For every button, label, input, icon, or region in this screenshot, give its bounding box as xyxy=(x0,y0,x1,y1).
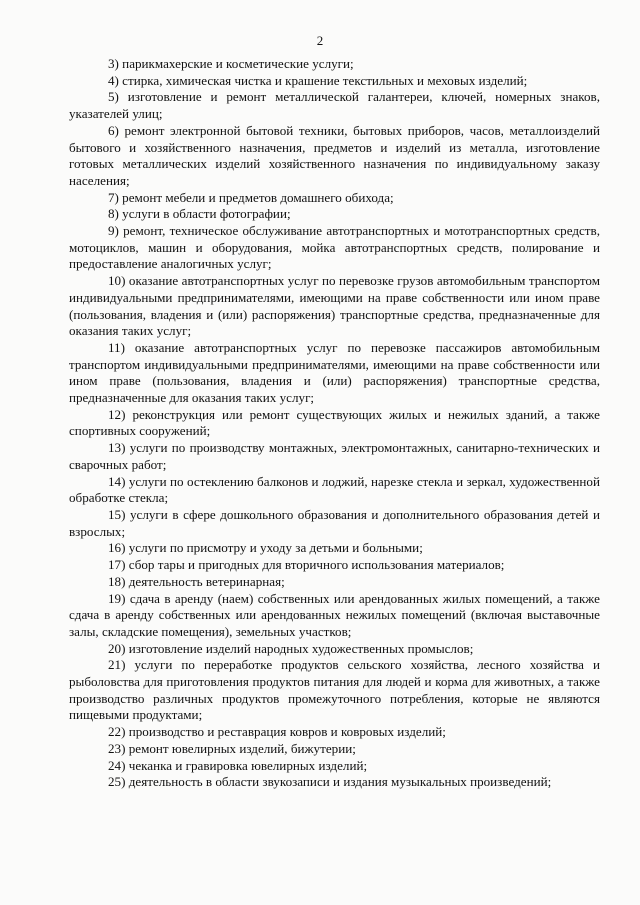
list-item: 4) стирка, химическая чистка и крашение текстильных и меховых изделий; xyxy=(108,72,528,88)
list-item: 20) изготовление изделий народных художественных промыслов; xyxy=(108,640,474,656)
list-item: 23) ремонт ювелирных изделий, бижутерии; xyxy=(108,740,356,756)
list-item: 12) реконструкция или ремонт существующих жилых и нежилых зданий, а также спортивных сооружений; xyxy=(69,406,600,439)
list-item: 14) услуги по остеклению балконов и лоджий, нарезке стекла и зеркал, художественной обработке стекла; xyxy=(69,473,600,506)
list-item: 7) ремонт мебели и предметов домашнего обихода; xyxy=(108,189,394,205)
page-number: 2 xyxy=(316,33,324,48)
list-item: 22) производство и реставрация ковров и ковровых изделий; xyxy=(108,724,446,740)
list-item: 19) сдача в аренду (наем) собственных или арендованных жилых помещений, а также сдача в аренду собственных или арендованных нежилых помещений (включая выставочные залы, складские помещения), земельных участков; xyxy=(69,590,600,639)
list-item: 17) сбор тары и пригодных для вторичного использования материалов; xyxy=(108,557,505,573)
list-item: 9) ремонт, техническое обслуживание автотранспортных и мототранспортных средств, мотоциклов, машин и оборудования, мойка автотранспортных средств, полирование и предоставление аналогичных услуг; xyxy=(69,223,600,272)
list-item: 10) оказание автотранспортных услуг по перевозке грузов автомобильным транспортом индивидуальными предпринимателями, имеющими на праве собственности или ином праве (пользования, владения и (или) распоряжения) транспортные средства, предназначенные для оказания таких услуг; xyxy=(69,273,600,339)
list-item: 6) ремонт электронной бытовой техники, бытовых приборов, часов, металлоизделий бытового и хозяйственного назначения, предметов и изделий из металла, изготовление готовых металлических изделий хозяйственного назначения по индивидуальному заказу населения; xyxy=(69,122,600,188)
list-item: 18) деятельность ветеринарная; xyxy=(108,573,285,589)
list-item: 13) услуги по производству монтажных, электромонтажных, санитарно-технических и сварочных работ; xyxy=(69,440,600,472)
list-item: 3) парикмахерские и косметические услуги; xyxy=(108,56,354,71)
list-item: 11) оказание автотранспортных услуг по перевозке пассажиров автомобильным транспортом индивидуальными предпринимателями, имеющими на праве собственности или ином праве (пользования, владения и (или) распоряжения) транспортные средства, предназначенные для оказания таких услуг; xyxy=(69,339,600,406)
list-item: 15) услуги в сфере дошкольного образования и дополнительного образования детей и взрослых; xyxy=(69,506,600,539)
list-item: 8) услуги в области фотографии; xyxy=(108,206,291,222)
list-item: 25) деятельность в области звукозаписи и издания музыкальных произведений; xyxy=(108,774,552,790)
list-item: 21) услуги по переработке продуктов сельского хозяйства, лесного хозяйства и рыболовства для приготовления продуктов питания для людей и корма для животных, а также производство различных продуктов промежуточного потребления, которые не являются пищевыми продуктами; xyxy=(69,657,600,723)
list-item: 5) изготовление и ремонт металлической галантереи, ключей, номерных знаков, указателей улиц; xyxy=(69,89,600,122)
list-item: 16) услуги по присмотру и уходу за детьми и больными; xyxy=(108,540,423,556)
list-item: 24) чеканка и гравировка ювелирных изделий; xyxy=(108,757,368,773)
document-body xyxy=(69,56,600,791)
